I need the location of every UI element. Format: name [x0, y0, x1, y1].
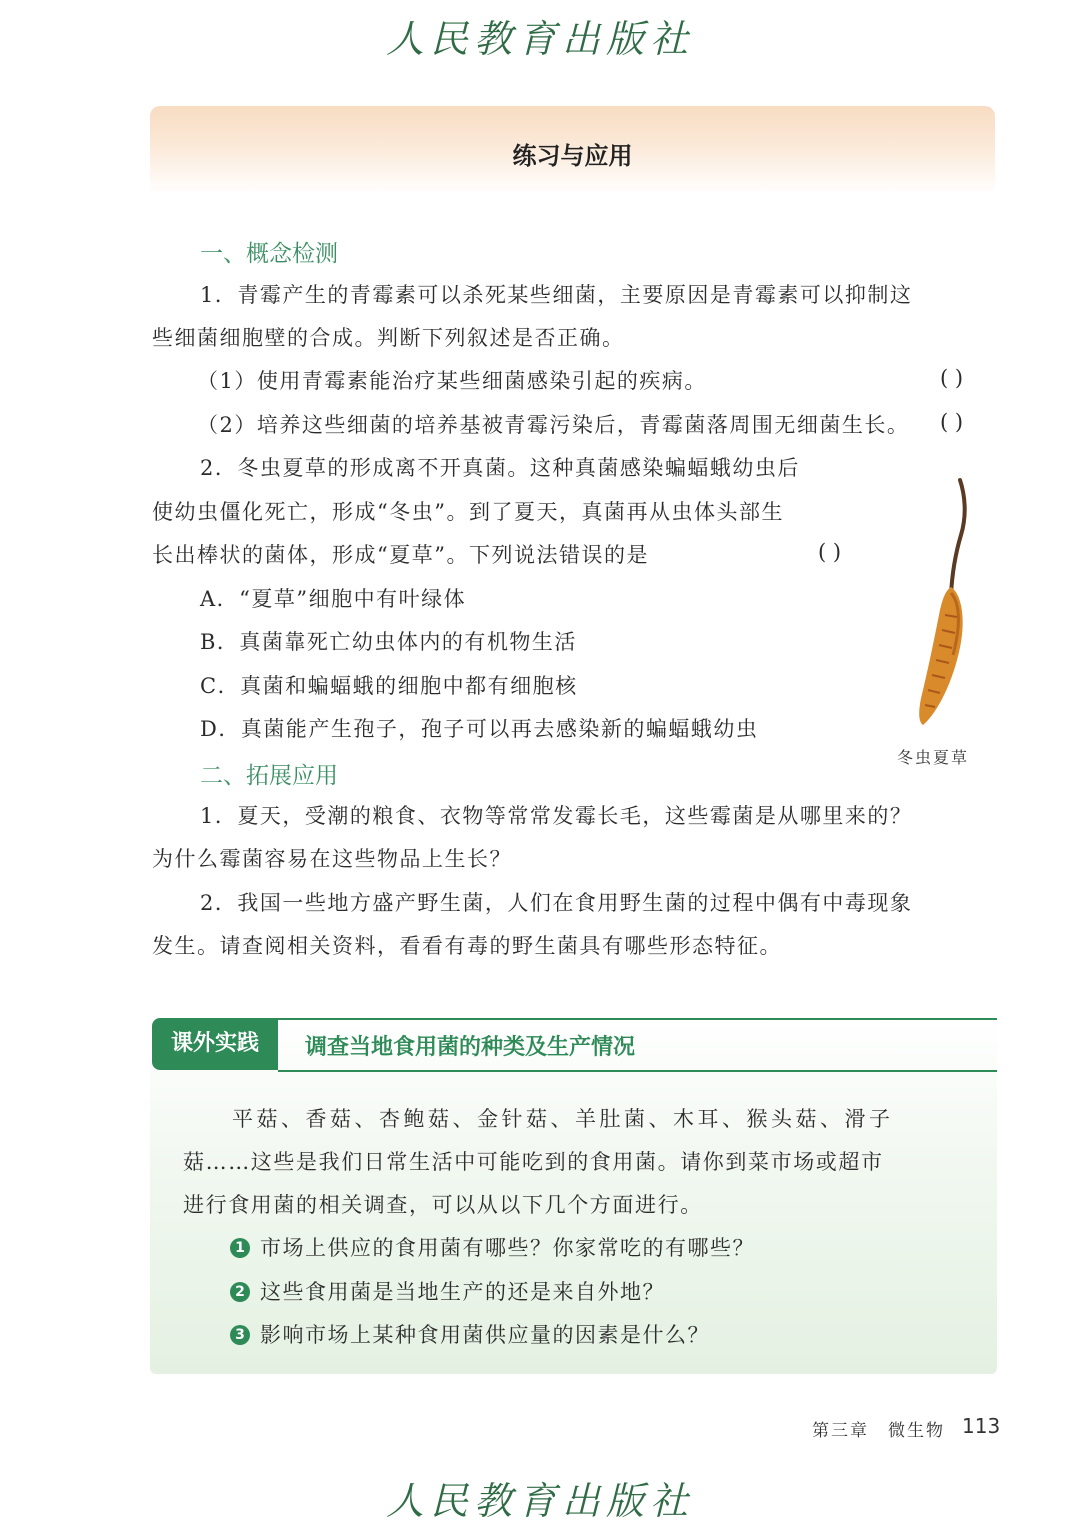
- section-header: [150, 106, 995, 194]
- practice-item-1: 市场上供应的食用菌有哪些？你家常吃的有哪些？: [260, 1236, 755, 1260]
- part1-q2-line3: 长出棒状的菌体，形成“夏草”。下列说法错误的是: [152, 543, 649, 567]
- number-badge-1: 1: [230, 1238, 250, 1258]
- cordyceps-photo: [905, 475, 985, 735]
- part1-q1-line2: 些细菌细胞壁的合成。判断下列叙述是否正确。: [152, 326, 625, 350]
- publisher-watermark-bottom: 人民教育出版社: [385, 1479, 694, 1523]
- part2-q2-line2: 发生。请查阅相关资料，看看有毒的野生菌具有哪些形态特征。: [152, 934, 782, 958]
- practice-line3: 进行食用菌的相关调查，可以从以下几个方面进行。: [183, 1193, 703, 1217]
- option-b: B．真菌靠死亡幼虫体内的有机物生活: [200, 630, 577, 654]
- footer-chapter: 第三章 微生物: [812, 1421, 945, 1441]
- option-a: A．“夏草”细胞中有叶绿体: [200, 587, 467, 611]
- answer-paren-3[interactable]: ( ): [818, 540, 842, 564]
- practice-item-3: 影响市场上某种食用菌供应量的因素是什么？: [260, 1323, 710, 1347]
- part2-q1-line1: 1．夏天，受潮的粮食、衣物等常常发霉长毛，这些霉菌是从哪里来的？: [200, 804, 913, 828]
- part2-heading: 二、拓展应用: [200, 763, 338, 789]
- practice-tag: 课外实践: [152, 1018, 278, 1070]
- practice-line1: 平菇、香菇、杏鲍菇、金针菇、羊肚菌、木耳、猴头菇、滑子: [232, 1107, 894, 1131]
- part2-q1-line2: 为什么霉菌容易在这些物品上生长？: [152, 847, 512, 871]
- number-badge-2: 2: [230, 1282, 250, 1302]
- option-d: D．真菌能产生孢子，孢子可以再去感染新的蝙蝠蛾幼虫: [200, 717, 759, 741]
- option-c: C．真菌和蝙蝠蛾的细胞中都有细胞核: [200, 674, 578, 698]
- part2-q2-line1: 2．我国一些地方盛产野生菌，人们在食用野生菌的过程中偶有中毒现象: [200, 891, 913, 915]
- part1-q2-line1: 2．冬虫夏草的形成离不开真菌。这种真菌感染蝙蝠蛾幼虫后: [200, 456, 800, 480]
- practice-item-2: 这些食用菌是当地生产的还是来自外地？: [260, 1280, 665, 1304]
- part1-q1-line1: 1．青霉产生的青霉素可以杀死某些细菌，主要原因是青霉素可以抑制这: [200, 283, 913, 307]
- page-number: 113: [962, 1414, 1001, 1438]
- answer-paren-1[interactable]: ( ): [940, 366, 964, 390]
- answer-paren-2[interactable]: ( ): [940, 410, 964, 434]
- part1-q2-line2: 使幼虫僵化死亡，形成“冬虫”。到了夏天，真菌再从虫体头部生: [152, 500, 784, 524]
- part1-q1-sub2: （2）培养这些细菌的培养基被青霉污染后，青霉菌落周围无细菌生长。: [197, 413, 910, 437]
- publisher-watermark-top: 人民教育出版社: [385, 17, 694, 61]
- part1-q1-sub1: （1）使用青霉素能治疗某些细菌感染引起的疾病。: [197, 369, 707, 393]
- photo-caption: 冬虫夏草: [897, 748, 970, 767]
- part1-heading: 一、概念检测: [200, 241, 338, 267]
- section-title: 练习与应用: [512, 142, 633, 170]
- practice-line2: 菇……这些是我们日常生活中可能吃到的食用菌。请你到菜市场或超市: [183, 1150, 884, 1174]
- practice-title: 调查当地食用菌的种类及生产情况: [305, 1035, 636, 1060]
- number-badge-3: 3: [230, 1325, 250, 1345]
